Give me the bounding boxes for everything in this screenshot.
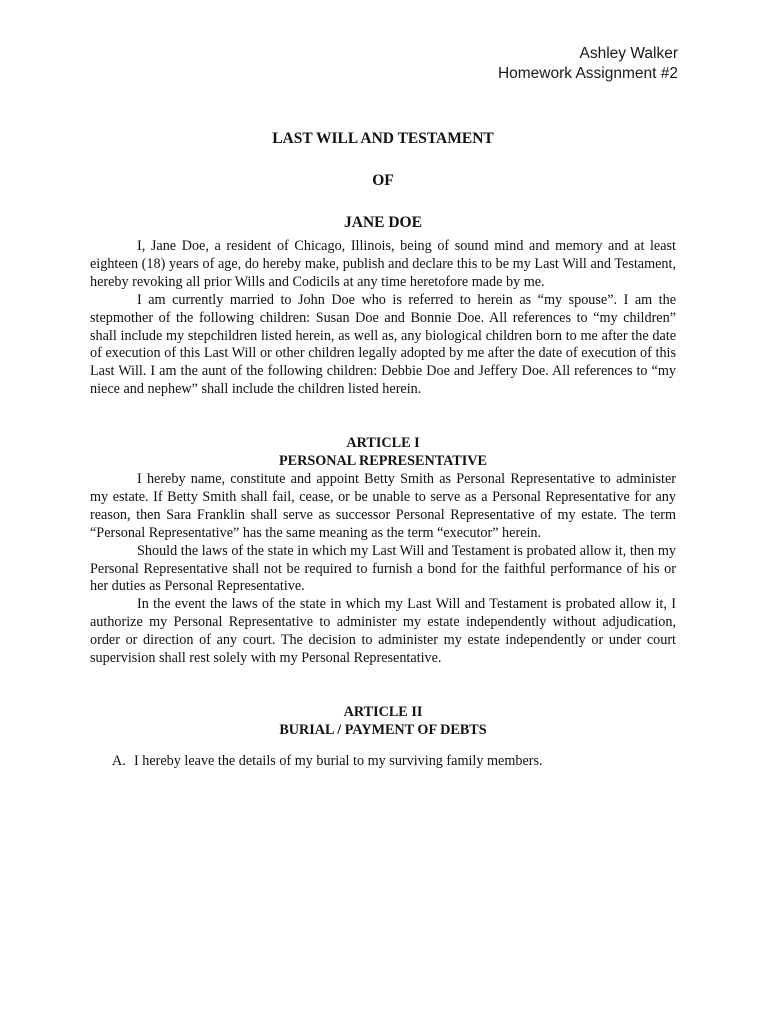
intro-paragraph: I, Jane Doe, a resident of Chicago, Illinois, being of sound mind and memory and at least eighteen (18) years of age, do hereby make, publish and declare this to be my Last Will and Testament, hereby revoking all prior Wills and Codicils at any time heretofore made by me. xyxy=(90,238,676,290)
list-item xyxy=(90,753,676,771)
article-1-paragraph: In the event the laws of the state in which my Last Will and Testament is probated allow it, I authorize my Personal Representative to administer my estate independently without adjudication, order or direction of any court. The decision to administer my estate independently or under court supervision shall rest solely with my Personal Representative. xyxy=(90,596,676,667)
article-1-number: ARTICLE I xyxy=(346,435,420,452)
will-body xyxy=(90,124,676,771)
article-1-paragraph: Should the laws of the state in which my Last Will and Testament is probated allow it, then my Personal Representative shall not be required to furnish a bond for the faithful performance of his or her duties as Personal Representative. xyxy=(90,542,676,595)
article-1-heading: PERSONAL REPRESENTATIVE xyxy=(279,453,487,470)
article-2-heading: BURIAL / PAYMENT OF DEBTS xyxy=(279,721,487,738)
article-2-number: ARTICLE II xyxy=(343,703,423,720)
article-1-paragraph: I hereby name, constitute and appoint Betty Smith as Personal Representative to administer my estate. If Betty Smith shall fail, cease, or be unable to serve as a Personal Representative for any reason, then Sara Franklin shall serve as successor Personal Representative of my estate. The term “Personal Representative” has the same meaning as the term “executor” herein. xyxy=(90,470,676,541)
document-title: LAST WILL AND TESTAMENT xyxy=(272,130,494,147)
testator-name-title: JANE DOE xyxy=(344,214,422,231)
family-paragraph: I am currently married to John Doe who is referred to herein as “my spouse”. I am the stepmother of the following children: Susan Doe and Bonnie Doe. All references to “my children” shall include my stepchildren listed herein, as well as, any biological children born to me after the date of execution of this Last Will or other children legally adopted by me after the date of execution of this Last Will. I am the aunt of the following children: Debbie Doe and Jeffery Doe. All references to “my niece and nephew” shall include the children listed herein. xyxy=(90,291,676,398)
article-2-list xyxy=(90,753,676,771)
list-item-text: I hereby leave the details of my burial to my surviving family members. xyxy=(134,752,543,769)
list-item-marker: A. xyxy=(112,752,126,769)
author-header xyxy=(498,44,678,84)
assignment-label: Homework Assignment #2 xyxy=(497,65,678,82)
author-name: Ashley Walker xyxy=(579,45,678,62)
document-title-of: OF xyxy=(372,172,394,189)
